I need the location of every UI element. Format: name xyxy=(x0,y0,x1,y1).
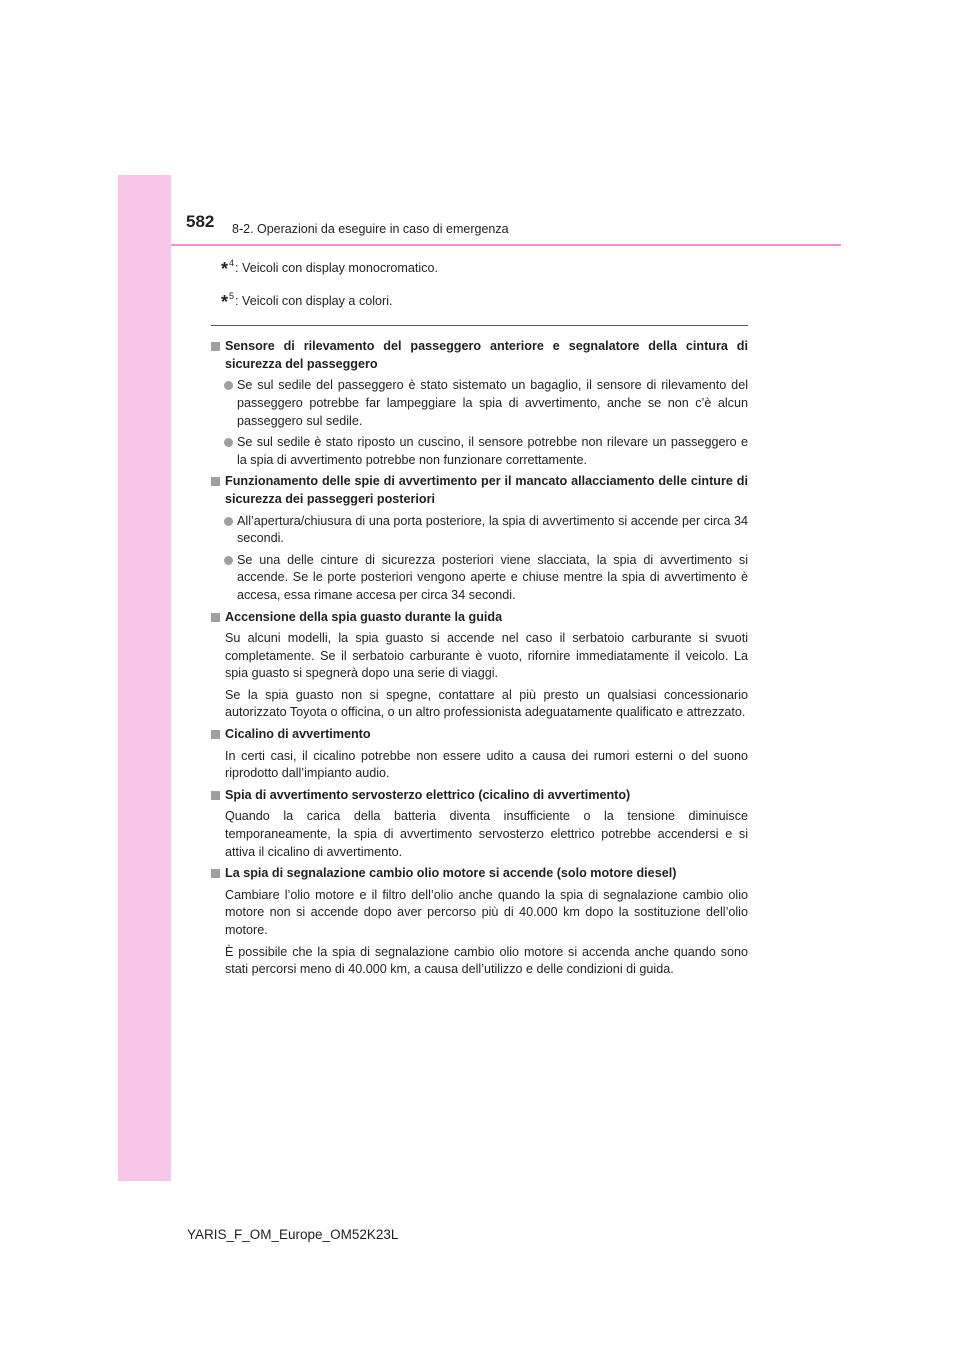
body-paragraph: È possibile che la spia di segnalazione cambio olio motore si accenda anche quando sono stati percorsi meno di 40.000 km, a causa dell’utilizzo e delle condizioni di guida. xyxy=(225,944,748,977)
square-bullet-icon xyxy=(211,342,220,351)
body-paragraph: Su alcuni modelli, la spia guasto si accende nel caso il serbatoio carburante si svuoti completamente. Se il serbatoio carburante è vuoto, rifornire immediatamente il veicolo. La spia guasto si spegnerà dopo una serie di viaggi. xyxy=(225,631,748,681)
bullet-text: All’apertura/chiusura di una porta posteriore, la spia di avvertimento si accende per circa 34 secondi. xyxy=(237,513,748,546)
asterisk-icon: * xyxy=(221,291,229,312)
bullet-item xyxy=(211,552,748,605)
body-paragraph: Quando la carica della batteria diventa insufficiente o la tensione diminuisce temporaneamente, la spia di avvertimento servosterzo elettrico potrebbe accendersi e si attiva il cicalino di avvertimento. xyxy=(225,809,748,859)
document-code: YARIS_F_OM_Europe_OM52K23L xyxy=(187,1227,399,1242)
heading-text: Spia di avvertimento servosterzo elettrico (cicalino di avvertimento) xyxy=(225,787,631,802)
footnote-number: 5 xyxy=(229,290,235,301)
side-color-band xyxy=(118,175,171,1181)
section-divider xyxy=(211,325,748,326)
page-number: 582 xyxy=(186,212,215,231)
body-paragraph: Se la spia guasto non si spegne, contattare al più presto un qualsiasi concessionario autorizzato Toyota o officina, o un altro professionista adeguatamente qualificato e attrezzato. xyxy=(225,687,748,720)
body-paragraph: In certi casi, il cicalino potrebbe non essere udito a causa dei rumori esterni o del suono riprodotto dall’impianto audio. xyxy=(225,748,748,781)
square-bullet-icon xyxy=(211,730,220,739)
topic-heading xyxy=(211,726,748,744)
bullet-item xyxy=(211,513,748,548)
square-bullet-icon xyxy=(211,869,220,878)
footnote-4 xyxy=(211,255,748,279)
square-bullet-icon xyxy=(211,477,220,486)
footnote-5 xyxy=(211,288,748,312)
topic-heading xyxy=(211,865,748,883)
section-title: 8-2. Operazioni da eseguire in caso di emergenza xyxy=(232,222,509,236)
footnote-text: : Veicoli con display a colori. xyxy=(235,293,393,308)
square-bullet-icon xyxy=(211,613,220,622)
circle-bullet-icon xyxy=(224,381,233,390)
topic-heading xyxy=(211,338,748,373)
bullet-text: Se una delle cinture di sicurezza posteriori viene slacciata, la spia di avvertimento si accende. Se le porte posteriori vengono aperte e chiuse mentre la spia di avvertimento è accesa, essa rimane accesa per circa 34 secondi. xyxy=(237,552,748,602)
page-content xyxy=(211,255,748,983)
bullet-item xyxy=(211,434,748,469)
heading-text: La spia di segnalazione cambio olio motore si accende (solo motore diesel) xyxy=(225,866,677,881)
footnote-text: : Veicoli con display monocromatico. xyxy=(235,261,439,275)
header-rule xyxy=(171,244,841,246)
heading-text: Sensore di rilevamento del passeggero anteriore e segnalatore della cintura di sicurezza del passeggero xyxy=(225,339,748,371)
body-paragraph: Cambiare l’olio motore e il filtro dell’olio anche quando la spia di segnalazione cambio olio motore non si accende dopo aver percorso più di 40.000 km dopo la sostituzione dell’olio motore. xyxy=(225,887,748,937)
bullet-text: Se sul sedile del passeggero è stato sistemato un bagaglio, il sensore di rilevamento del passeggero potrebbe far lampeggiare la spia di avvertimento, anche se non c’è alcun passeggero sul sedile. xyxy=(237,378,748,428)
topic-heading xyxy=(211,609,748,627)
heading-text: Funzionamento delle spie di avvertimento per il mancato allacciamento delle cinture di sicurezza dei passeggeri posteriori xyxy=(225,474,748,506)
square-bullet-icon xyxy=(211,791,220,800)
bullet-item xyxy=(211,377,748,430)
topic-heading xyxy=(211,473,748,508)
topic-heading xyxy=(211,787,748,805)
heading-text: Accensione della spia guasto durante la guida xyxy=(225,609,503,624)
footnote-number: 4 xyxy=(229,258,235,268)
circle-bullet-icon xyxy=(224,517,233,526)
circle-bullet-icon xyxy=(224,556,233,565)
circle-bullet-icon xyxy=(224,438,233,447)
asterisk-icon: * xyxy=(221,259,229,279)
heading-text: Cicalino di avvertimento xyxy=(225,727,371,742)
bullet-text: Se sul sedile è stato riposto un cuscino, il sensore potrebbe non rilevare un passeggero e la spia di avvertimento potrebbe non funzionare correttamente. xyxy=(237,435,748,467)
